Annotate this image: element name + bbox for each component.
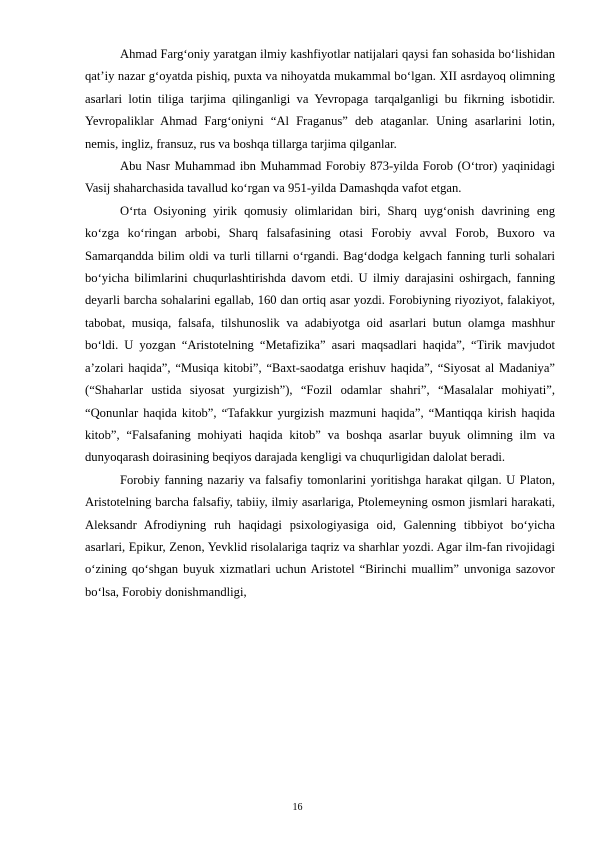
- paragraph-fargoniy-works: Ahmad Farg‘oniy yaratgan ilmiy kashfiyotlar natijalari qaysi fan sohasida bo‘lishidan qat’iy nazar g‘oyatda pishiq, puxta va nihoyatda mukammal bo‘lgan. XII asrdayoq olimning asarlari lotin tiliga tarjima qilinganligi va Yevropaga tarqalganligi bu fikrning isbotidir. Yevropaliklar Ahmad Farg‘oniyni “Al Fraganus” deb ataganlar. Uning asarlarini lotin, nemis, ingliz, fransuz, rus va boshqa tillarga tarjima qilganlar.: [85, 47, 555, 151]
- paragraph-forobiy-philosophy: Forobiy fanning nazariy va falsafiy tomonlarini yoritishga harakat qilgan. U Platon, Aristotelning barcha falsafiy, tabiiy, ilmiy asarlariga, Ptolemeyning osmon jismlari harakati, Aleksandr Afrodiyning ruh haqidagi psixologiyasiga oid, Galenning tibbiyot bo‘yicha asarlari, Epikur, Zenon, Yevklid risolalariga taqriz va sharhlar yozdi. Agar ilm-fan rivojidagi o‘zining qo‘shgan buyuk xizmatlari uchun Aristotel “Birinchi muallim” unvoniga sazovor bo‘lsa, Forobiy donishmandligi,: [85, 472, 555, 599]
- page-number: 16: [292, 802, 303, 813]
- page-body: [85, 43, 555, 603]
- paragraph-forobiy-birth: Abu Nasr Muhammad ibn Muhammad Forobiy 873-yilda Forob (O‘tror) yaqinidagi Vasij shaharchasida tavallud ko‘rgan va 951-yilda Damashqda vafot etgan.: [85, 159, 555, 196]
- paragraph-forobiy-works: O‘rta Osiyoning yirik qomusiy olimlaridan biri, Sharq uyg‘onish davrining eng ko‘zga ko‘ringan arbobi, Sharq falsafasining otasi Forobiy avval Forob, Buxoro va Samarqandda bilim oldi va turli tillarni o‘rgandi. Bag‘dodga kelgach fanning turli sohalari bo‘yicha bilimlarini chuqurlashtirishda davom etdi. U ilmiy darajasini oshirgach, fanning deyarli barcha sohalarini egallab, 160 dan ortiq asar yozdi. Forobiyning riyoziyot, falakiyot, tabobat, musiqa, falsafa, tilshunoslik va adabiyotga oid asarlari butun olamga mashhur bo‘ldi. U yozgan “Aristotelning “Metafizika” asari maqsadlari haqida”, “Tirik mavjudot a’zolari haqida”, “Musiqa kitobi”, “Baxt-saodatga erishuv haqida”, “Siyosat al Madaniya” (“Shaharlar ustida siyosat yurgizish”), “Fozil odamlar shahri”, “Masalalar mohiyati”, “Qonunlar haqida kitob”, “Tafakkur yurgizish mazmuni haqida”, “Mantiqqa kirish haqida kitob”, “Falsafaning mohiyati haqida kitob” va boshqa asarlar buyuk olimning ilm va dunyoqarash doirasining beqiyos darajada kengligi va chuqurligidan dalolat beradi.: [85, 203, 555, 465]
